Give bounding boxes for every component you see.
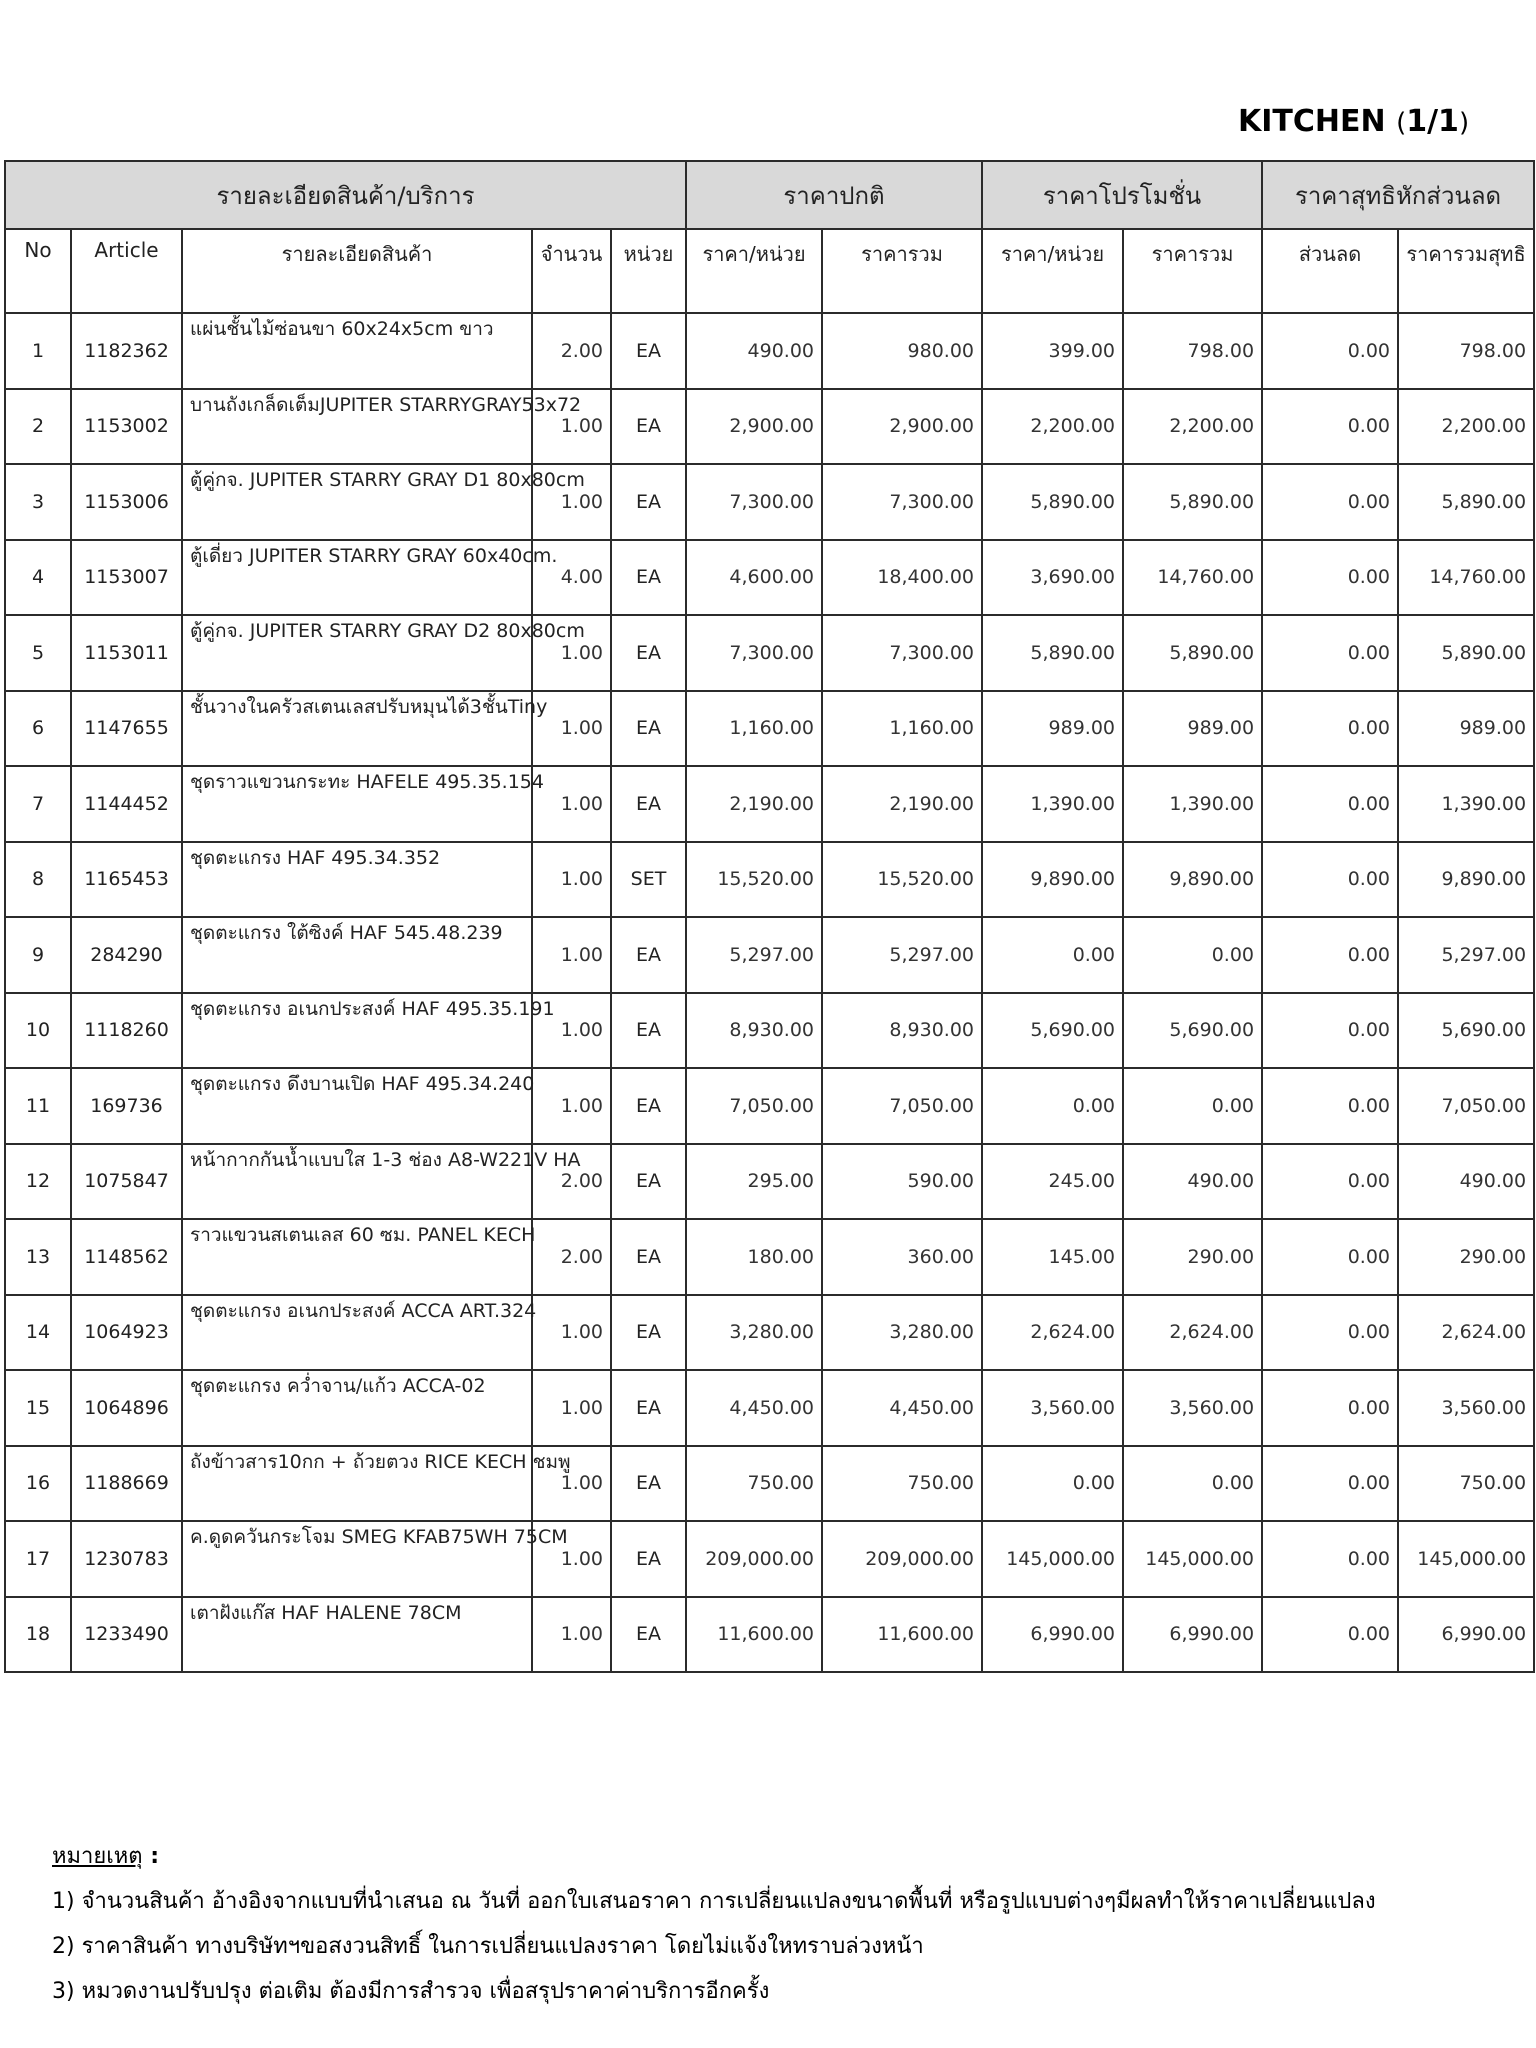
row-no: 3: [5, 464, 71, 540]
row-promo-total: 290.00: [1123, 1219, 1262, 1295]
row-net-total: 2,624.00: [1398, 1295, 1534, 1371]
table-row: [5, 993, 1534, 1069]
row-article: 1233490: [71, 1597, 182, 1673]
table-row: [5, 917, 1534, 993]
row-unit: SET: [611, 842, 686, 918]
row-article: 169736: [71, 1068, 182, 1144]
row-quantity: 2.00: [532, 313, 611, 389]
row-total: 1,160.00: [822, 691, 982, 767]
row-article: 1165453: [71, 842, 182, 918]
notes-title: หมายเหตุ: [52, 1844, 143, 1869]
row-total: 11,600.00: [822, 1597, 982, 1673]
row-description: ค.ดูดควันกระโจม SMEG KFAB75WH 75CM: [182, 1521, 532, 1597]
row-total: 360.00: [822, 1219, 982, 1295]
col-header-no: No: [5, 229, 71, 313]
row-net-total: 14,760.00: [1398, 540, 1534, 616]
row-promo-total: 0.00: [1123, 917, 1262, 993]
row-unit-price: 7,050.00: [686, 1068, 822, 1144]
notes-colon: :: [142, 1844, 160, 1869]
note-line-1: 1) จำนวนสินค้า อ้างอิงจากแบบที่นำเสนอ ณ วันที่ ออกใบเสนอราคา การเปลี่ยนแปลงขนาดพื้นที่ หรือรูปแบบต่างๆมีผลทำให้ราคาเปลี่ยนแปลง: [52, 1889, 1376, 1914]
row-description: ชุดตะแกรง อเนกประสงค์ HAF 495.35.191: [182, 993, 532, 1069]
row-unit: EA: [611, 1144, 686, 1220]
row-discount: 0.00: [1262, 1521, 1398, 1597]
row-quantity: 2.00: [532, 1144, 611, 1220]
row-net-total: 2,200.00: [1398, 389, 1534, 465]
row-quantity: 1.00: [532, 993, 611, 1069]
row-promo-total: 14,760.00: [1123, 540, 1262, 616]
row-quantity: 1.00: [532, 1446, 611, 1522]
row-description: ชุดตะแกรง ใต้ซิงค์ HAF 545.48.239: [182, 917, 532, 993]
row-article: 1230783: [71, 1521, 182, 1597]
table-row: [5, 691, 1534, 767]
row-unit: EA: [611, 1446, 686, 1522]
row-article: 1148562: [71, 1219, 182, 1295]
table-row: [5, 1219, 1534, 1295]
row-article: 1118260: [71, 993, 182, 1069]
row-discount: 0.00: [1262, 313, 1398, 389]
page-title: [1238, 104, 1469, 139]
row-unit-price: 490.00: [686, 313, 822, 389]
table-row: [5, 389, 1534, 465]
row-promo-total: 1,390.00: [1123, 766, 1262, 842]
row-quantity: 1.00: [532, 1521, 611, 1597]
row-promo-unit-price: 5,890.00: [982, 464, 1123, 540]
row-promo-unit-price: 245.00: [982, 1144, 1123, 1220]
row-no: 11: [5, 1068, 71, 1144]
col-header-promo-total: ราคารวม: [1123, 229, 1262, 313]
group-header-promo-price: ราคาโปรโมชั่น: [982, 161, 1262, 229]
row-net-total: 490.00: [1398, 1144, 1534, 1220]
row-promo-unit-price: 2,200.00: [982, 389, 1123, 465]
row-unit: EA: [611, 1219, 686, 1295]
row-no: 15: [5, 1370, 71, 1446]
row-description: แผ่นชั้นไม้ซ่อนขา 60x24x5cm ขาว: [182, 313, 532, 389]
row-promo-unit-price: 145.00: [982, 1219, 1123, 1295]
group-header-row: [5, 161, 1534, 229]
row-promo-total: 3,560.00: [1123, 1370, 1262, 1446]
row-quantity: 1.00: [532, 691, 611, 767]
row-unit: EA: [611, 691, 686, 767]
row-quantity: 1.00: [532, 464, 611, 540]
row-unit-price: 295.00: [686, 1144, 822, 1220]
row-no: 18: [5, 1597, 71, 1673]
table-row: [5, 1068, 1534, 1144]
row-unit-price: 2,190.00: [686, 766, 822, 842]
row-no: 17: [5, 1521, 71, 1597]
row-discount: 0.00: [1262, 842, 1398, 918]
row-description: ตู้คู่กจ. JUPITER STARRY GRAY D2 80x80cm: [182, 615, 532, 691]
row-description: ตู้คู่กจ. JUPITER STARRY GRAY D1 80x80cm: [182, 464, 532, 540]
row-promo-unit-price: 399.00: [982, 313, 1123, 389]
row-discount: 0.00: [1262, 389, 1398, 465]
group-header-details: รายละเอียดสินค้า/บริการ: [5, 161, 686, 229]
row-promo-unit-price: 989.00: [982, 691, 1123, 767]
row-net-total: 5,297.00: [1398, 917, 1534, 993]
row-quantity: 2.00: [532, 1219, 611, 1295]
row-unit: EA: [611, 464, 686, 540]
row-quantity: 4.00: [532, 540, 611, 616]
row-promo-unit-price: 0.00: [982, 1068, 1123, 1144]
row-promo-unit-price: 6,990.00: [982, 1597, 1123, 1673]
row-total: 8,930.00: [822, 993, 982, 1069]
row-article: 1153002: [71, 389, 182, 465]
row-unit: EA: [611, 1521, 686, 1597]
row-promo-unit-price: 1,390.00: [982, 766, 1123, 842]
row-discount: 0.00: [1262, 1370, 1398, 1446]
notes-heading: [52, 1838, 1492, 1873]
row-article: 1075847: [71, 1144, 182, 1220]
row-unit-price: 2,900.00: [686, 389, 822, 465]
table-row: [5, 766, 1534, 842]
row-promo-unit-price: 0.00: [982, 917, 1123, 993]
row-net-total: 750.00: [1398, 1446, 1534, 1522]
quotation-table: [4, 160, 1535, 1673]
row-unit: EA: [611, 1370, 686, 1446]
row-description: ชุดตะแกรง HAF 495.34.352: [182, 842, 532, 918]
row-discount: 0.00: [1262, 1219, 1398, 1295]
table-row: [5, 1446, 1534, 1522]
row-no: 14: [5, 1295, 71, 1371]
table-row: [5, 1295, 1534, 1371]
row-quantity: 1.00: [532, 766, 611, 842]
row-promo-unit-price: 0.00: [982, 1446, 1123, 1522]
table-row: [5, 464, 1534, 540]
row-article: 1064923: [71, 1295, 182, 1371]
row-no: 12: [5, 1144, 71, 1220]
row-discount: 0.00: [1262, 917, 1398, 993]
row-unit: EA: [611, 389, 686, 465]
row-discount: 0.00: [1262, 691, 1398, 767]
row-article: 1147655: [71, 691, 182, 767]
row-description: บานถังเกล็ดเต็มJUPITER STARRYGRAY53x72: [182, 389, 532, 465]
row-discount: 0.00: [1262, 615, 1398, 691]
row-promo-total: 9,890.00: [1123, 842, 1262, 918]
row-unit-price: 4,600.00: [686, 540, 822, 616]
row-net-total: 6,990.00: [1398, 1597, 1534, 1673]
row-promo-total: 5,690.00: [1123, 993, 1262, 1069]
row-promo-total: 0.00: [1123, 1068, 1262, 1144]
row-unit-price: 3,280.00: [686, 1295, 822, 1371]
row-no: 6: [5, 691, 71, 767]
row-description: ชุดตะแกรง ดึงบานเปิด HAF 495.34.240: [182, 1068, 532, 1144]
row-no: 4: [5, 540, 71, 616]
col-header-promo-unit-price: ราคา/หน่วย: [982, 229, 1123, 313]
row-article: 1153011: [71, 615, 182, 691]
row-promo-unit-price: 3,690.00: [982, 540, 1123, 616]
col-header-article: Article: [71, 229, 182, 313]
row-quantity: 1.00: [532, 1370, 611, 1446]
row-unit-price: 8,930.00: [686, 993, 822, 1069]
row-discount: 0.00: [1262, 1295, 1398, 1371]
row-net-total: 9,890.00: [1398, 842, 1534, 918]
row-quantity: 1.00: [532, 1068, 611, 1144]
row-no: 2: [5, 389, 71, 465]
table-row: [5, 313, 1534, 389]
row-unit: EA: [611, 1597, 686, 1673]
row-promo-total: 2,200.00: [1123, 389, 1262, 465]
row-total: 7,300.00: [822, 464, 982, 540]
row-no: 16: [5, 1446, 71, 1522]
table-row: [5, 1597, 1534, 1673]
table-row: [5, 615, 1534, 691]
col-header-net-total: ราคารวมสุทธิ: [1398, 229, 1534, 313]
row-promo-total: 5,890.00: [1123, 464, 1262, 540]
row-net-total: 5,690.00: [1398, 993, 1534, 1069]
row-total: 7,050.00: [822, 1068, 982, 1144]
table-row: [5, 842, 1534, 918]
row-discount: 0.00: [1262, 1597, 1398, 1673]
row-article: 1188669: [71, 1446, 182, 1522]
row-unit: EA: [611, 540, 686, 616]
row-promo-total: 798.00: [1123, 313, 1262, 389]
row-discount: 0.00: [1262, 766, 1398, 842]
note-line-3: 3) หมวดงานปรับปรุง ต่อเติม ต้องมีการสำรวจ เพื่อสรุปราคาค่าบริการอีกครั้ง: [52, 1979, 770, 2004]
row-description: หน้ากากกันน้ำแบบใส 1-3 ช่อง A8-W221V HA: [182, 1144, 532, 1220]
row-total: 3,280.00: [822, 1295, 982, 1371]
row-promo-unit-price: 9,890.00: [982, 842, 1123, 918]
row-total: 15,520.00: [822, 842, 982, 918]
note-line-2: 2) ราคาสินค้า ทางบริษัทฯขอสงวนสิทธิ์ ในการเปลี่ยนแปลงราคา โดยไม่แจ้งใหทราบล่วงหน้า: [52, 1934, 924, 1959]
table-row: [5, 1144, 1534, 1220]
row-unit: EA: [611, 615, 686, 691]
row-discount: 0.00: [1262, 540, 1398, 616]
row-unit-price: 15,520.00: [686, 842, 822, 918]
row-quantity: 1.00: [532, 615, 611, 691]
row-no: 13: [5, 1219, 71, 1295]
row-article: 1153006: [71, 464, 182, 540]
row-description: ชุดราวแขวนกระทะ HAFELE 495.35.154: [182, 766, 532, 842]
row-promo-total: 2,624.00: [1123, 1295, 1262, 1371]
row-unit-price: 4,450.00: [686, 1370, 822, 1446]
row-quantity: 1.00: [532, 389, 611, 465]
row-promo-total: 5,890.00: [1123, 615, 1262, 691]
row-no: 1: [5, 313, 71, 389]
row-unit: EA: [611, 1295, 686, 1371]
row-unit-price: 209,000.00: [686, 1521, 822, 1597]
row-total: 5,297.00: [822, 917, 982, 993]
table-row: [5, 1370, 1534, 1446]
row-promo-unit-price: 5,890.00: [982, 615, 1123, 691]
row-discount: 0.00: [1262, 1144, 1398, 1220]
row-unit-price: 180.00: [686, 1219, 822, 1295]
col-header-discount: ส่วนลด: [1262, 229, 1398, 313]
row-description: ชุดตะแกรง คว่ำจาน/แก้ว ACCA-02: [182, 1370, 532, 1446]
notes-section: [52, 1838, 1492, 2008]
row-net-total: 5,890.00: [1398, 615, 1534, 691]
row-article: 1153007: [71, 540, 182, 616]
row-discount: 0.00: [1262, 1446, 1398, 1522]
title-page: 1/1: [1406, 104, 1459, 139]
row-description: ชุดตะแกรง อเนกประสงค์ ACCA ART.324: [182, 1295, 532, 1371]
group-header-net-price: ราคาสุทธิหักส่วนลด: [1262, 161, 1534, 229]
row-discount: 0.00: [1262, 1068, 1398, 1144]
row-no: 5: [5, 615, 71, 691]
row-promo-unit-price: 3,560.00: [982, 1370, 1123, 1446]
row-total: 2,900.00: [822, 389, 982, 465]
row-description: ตู้เดี่ยว JUPITER STARRY GRAY 60x40cm.: [182, 540, 532, 616]
row-no: 8: [5, 842, 71, 918]
row-promo-total: 145,000.00: [1123, 1521, 1262, 1597]
row-total: 18,400.00: [822, 540, 982, 616]
row-unit: EA: [611, 766, 686, 842]
title-open-paren: (: [1396, 108, 1407, 138]
row-promo-total: 490.00: [1123, 1144, 1262, 1220]
row-net-total: 7,050.00: [1398, 1068, 1534, 1144]
col-header-unit: หน่วย: [611, 229, 686, 313]
row-unit-price: 7,300.00: [686, 615, 822, 691]
row-promo-total: 989.00: [1123, 691, 1262, 767]
row-net-total: 5,890.00: [1398, 464, 1534, 540]
row-article: 1064896: [71, 1370, 182, 1446]
row-description: ราวแขวนสเตนเลส 60 ซม. PANEL KECH: [182, 1219, 532, 1295]
row-total: 590.00: [822, 1144, 982, 1220]
row-unit: EA: [611, 313, 686, 389]
row-unit-price: 750.00: [686, 1446, 822, 1522]
row-quantity: 1.00: [532, 842, 611, 918]
row-unit-price: 11,600.00: [686, 1597, 822, 1673]
row-unit: EA: [611, 993, 686, 1069]
row-no: 7: [5, 766, 71, 842]
table-row: [5, 540, 1534, 616]
row-discount: 0.00: [1262, 993, 1398, 1069]
row-no: 10: [5, 993, 71, 1069]
title-text: KITCHEN: [1238, 104, 1386, 139]
row-total: 4,450.00: [822, 1370, 982, 1446]
row-article: 1144452: [71, 766, 182, 842]
row-total: 2,190.00: [822, 766, 982, 842]
row-description: ถังข้าวสาร10กก + ถ้วยตวง RICE KECH ชมพู: [182, 1446, 532, 1522]
row-total: 980.00: [822, 313, 982, 389]
row-unit: EA: [611, 1068, 686, 1144]
row-article: 1182362: [71, 313, 182, 389]
row-discount: 0.00: [1262, 464, 1398, 540]
row-net-total: 290.00: [1398, 1219, 1534, 1295]
row-promo-total: 6,990.00: [1123, 1597, 1262, 1673]
row-promo-unit-price: 2,624.00: [982, 1295, 1123, 1371]
column-header-row: [5, 229, 1534, 313]
row-net-total: 1,390.00: [1398, 766, 1534, 842]
row-net-total: 3,560.00: [1398, 1370, 1534, 1446]
col-header-total: ราคารวม: [822, 229, 982, 313]
row-promo-unit-price: 145,000.00: [982, 1521, 1123, 1597]
row-unit-price: 7,300.00: [686, 464, 822, 540]
row-total: 209,000.00: [822, 1521, 982, 1597]
col-header-unit-price: ราคา/หน่วย: [686, 229, 822, 313]
row-net-total: 798.00: [1398, 313, 1534, 389]
row-unit-price: 5,297.00: [686, 917, 822, 993]
table-body: [5, 313, 1534, 1672]
row-total: 750.00: [822, 1446, 982, 1522]
col-header-quantity: จำนวน: [532, 229, 611, 313]
group-header-regular-price: ราคาปกติ: [686, 161, 982, 229]
row-quantity: 1.00: [532, 1295, 611, 1371]
row-article: 284290: [71, 917, 182, 993]
row-promo-total: 0.00: [1123, 1446, 1262, 1522]
row-net-total: 145,000.00: [1398, 1521, 1534, 1597]
row-description: เตาฝังแก๊ส HAF HALENE 78CM: [182, 1597, 532, 1673]
row-no: 9: [5, 917, 71, 993]
row-total: 7,300.00: [822, 615, 982, 691]
col-header-description: รายละเอียดสินค้า: [182, 229, 532, 313]
row-net-total: 989.00: [1398, 691, 1534, 767]
row-quantity: 1.00: [532, 917, 611, 993]
row-description: ชั้นวางในครัวสเตนเลสปรับหมุนได้3ชั้นTiny: [182, 691, 532, 767]
title-close-paren: ): [1458, 108, 1470, 138]
row-quantity: 1.00: [532, 1597, 611, 1673]
row-promo-unit-price: 5,690.00: [982, 993, 1123, 1069]
table-row: [5, 1521, 1534, 1597]
row-unit: EA: [611, 917, 686, 993]
row-unit-price: 1,160.00: [686, 691, 822, 767]
